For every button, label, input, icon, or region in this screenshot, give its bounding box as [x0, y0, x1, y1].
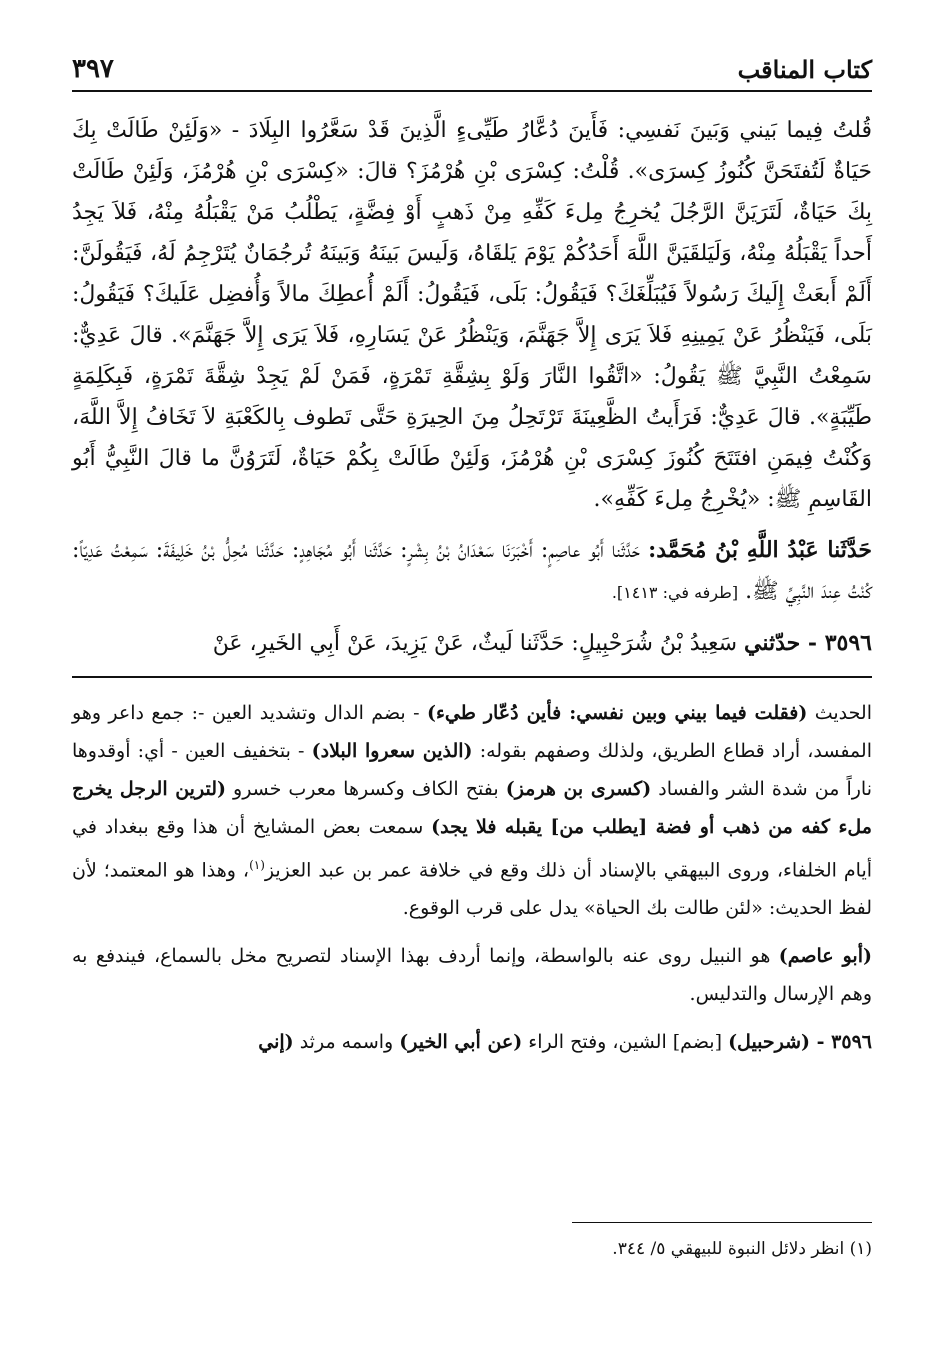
commentary-text: بفتح الكاف وكسرها معرب خسرو [233, 778, 499, 800]
commentary-text: سمعت بعض المشايخ أن هذا وقع ببغداد في أيام الخلفاء، وروى البيهقي بالإسناد أن ذلك وقع في خلافة عمر بن عبد العزيز [72, 816, 873, 882]
hadith-number: ٣٥٩٦ - حدّثني [744, 630, 872, 656]
isnad-start: حَدَّثَنا عَبْدُ اللَّهِ بْنُ مُحَمَّد: [648, 537, 873, 563]
footnote-marker[interactable]: (١) [249, 858, 265, 872]
commentary-text: هو النبيل روى عنه بالواسطة، وإنما أردف بهذا الإسناد لتصريح مخل بالسماع، فيندفع به وهم الإرسال والتدليس. [72, 945, 872, 1006]
commentary-text: واسمه مرثد [299, 1031, 394, 1054]
page-header [72, 40, 872, 92]
footnote: (١) انظر دلائل النبوة للبيهقي ٥/ ٣٤٤. [612, 1239, 872, 1259]
commentary-quote: (فقلت فيما بيني وبين نفسي: فأين دُعّار طيء) [426, 702, 808, 724]
commentary-quote: (أبو عاصم) [778, 945, 872, 968]
hadith-paragraph-3 [72, 623, 872, 664]
commentary-quote: (إني [258, 1031, 294, 1054]
commentary-section [72, 694, 872, 1061]
text-divider [72, 676, 872, 678]
commentary-paragraph-3 [72, 1023, 872, 1061]
commentary-quote: (لترين الرجل يخرج ملء كفه من ذهب أو فضة [يطلب من] يقبله فلا يجد) [72, 778, 872, 838]
commentary-text: - بضم الدال وتشديد العين -: جمع داعر وهو المفسد، أراد قطاع الطريق، ولذلك وصفهم بقوله: [72, 702, 872, 762]
commentary-quote: (عن أبي الخير) [399, 1031, 523, 1054]
commentary-quote: (الذين سعروا البلاد) [311, 740, 473, 762]
commentary-paragraph-2 [72, 937, 872, 1013]
isnad-chain-3596: سَعِيدُ بْنُ شُرَحْبِيلٍ: حَدَّثَنا لَيثٌ، عَنْ يَزِيدَ، عَنْ أَبِي الخَيرِ، عَنْ [212, 631, 738, 656]
hadith-paragraph-2 [72, 530, 872, 613]
commentary-text: [بضم] الشين، وفتح الراء [528, 1031, 723, 1054]
commentary-quote: ٣٥٩٦ - (شرحبيل) [728, 1031, 872, 1054]
page-number: ٣٩٧ [72, 54, 114, 84]
commentary-text: ، وهذا هو المعتمد؛ لأن لفظ الحديث: «لئن طالت بك الحياة» يدل على قرب الوقوع. [72, 859, 872, 920]
commentary-quote: (كسرى بن هرمز) [505, 778, 652, 800]
hadith-text [72, 110, 872, 664]
commentary-paragraph-1 [72, 694, 872, 927]
commentary-text: الحديث [814, 702, 872, 724]
footnote-rule [572, 1222, 872, 1223]
commentary-text: - بتخفيف العين - أي: أوقدوها ناراً من شدة الشر والفساد [72, 740, 872, 800]
cross-reference: [طرفه في: ١٤١٣]. [611, 583, 739, 602]
hadith-paragraph-1: قُلتُ فِيما بَيني وَبَينَ نَفسِي: فَأَينَ دُعَّارُ طَيِّىءٍ الَّذِينَ قَدْ سَعَّرُوا البِلَادَ - «وَلَئِنْ طَالَتْ بِكَ حَيَاةٌ لَتُفتَحَنَّ كُنُوزُ كِسرَى». قُلْتُ: كِسْرَى بْنِ هُرْمُزَ؟ قالَ: «كِسْرَى بْنِ هُرْمُزَ، وَلَئِنْ طَالَتْ بِكَ حَيَاةٌ، لَتَرَيَنَّ الرَّجُلَ يُخرِجُ مِلءَ كَفِّهِ مِنْ ذَهبٍ أَوْ فِضَّةٍ، يَطْلُبُ مَنْ يَقْبَلُهُ مِنْهُ، فَلاَ يَجِدُ أَحداً يَقْبَلُهُ مِنْهُ، وَلَيَلقَيَنَّ اللَّهَ أَحَدُكُمْ يَوْمَ يَلقَاهُ، وَلَيسَ بَينَهُ وَبَينَهُ تُرجُمَانٌ يُتَرْجِمُ لَهُ، فَيَقُولَنَّ: أَلَمْ أَبعَثْ إِلَيكَ رَسُولاً فَيُبَلِّغَكَ؟ فَيَقُولُ: بَلَى، فَيَقُولُ: أَلَمْ أُعطِكَ مالاً وَأُفضِل عَلَيكَ؟ فَيَقُولُ: بَلَى، فَيَنْظُرُ عَنْ يَمِينِهِ فَلاَ يَرَى إِلاَّ جَهَنَّمَ، وَيَنْظُرُ عَنْ يَسَارِهِ، فَلاَ يَرَى إِلاَّ جَهَنَّمَ». قالَ عَدِيٌّ: سَمِعْتُ النَّبِيَّ ﷺ يَقُولُ: «اتَّقُوا النَّارَ وَلَوْ بِشِقَّةِ تَمْرَةٍ، فَمَنْ لَمْ يَجِدْ شِقَّةَ تَمْرَةٍ، فَبِكَلِمَةٍ طَيِّبَةٍ». قالَ عَدِيٌّ: فَرَأَيتُ الظَّعِينَةَ تَرْتَحِلُ مِنَ الحِيرَةِ حَتَّى تَطوف بِالكَعْبَةِ لاَ تَخَافُ إِلاَّ اللَّهَ، وَكُنْتُ فِيمَنِ افتَتَحَ كُنُوزَ كِسْرَى بْنِ هُرْمُزَ، وَلَئِنْ طَالَتْ بِكُمْ حَيَاةٌ، لَتَرَوُنَّ ما قالَ النَّبِيُّ أَبُو القَاسِمِ ﷺ: «يُخْرِجُ مِلءَ كَفِّهِ». [72, 118, 872, 512]
isnad-chain: حَدَّثَنا أَبُو عاصِمٍ: أَخْبَرَنَا سَعْدَانُ بْنُ بِشْرٍ: حَدَّثَنا أَبُو مُجَاهِدٍ: حَدَّثَنا مُحِلُّ بْنُ خَلِيفَةَ: سَمِعْتُ عَدِيّاً: كُنْتُ عِندَ النَّبِيِّ ﷺ. [72, 538, 872, 604]
chapter-title: كتاب المناقب [737, 55, 872, 84]
